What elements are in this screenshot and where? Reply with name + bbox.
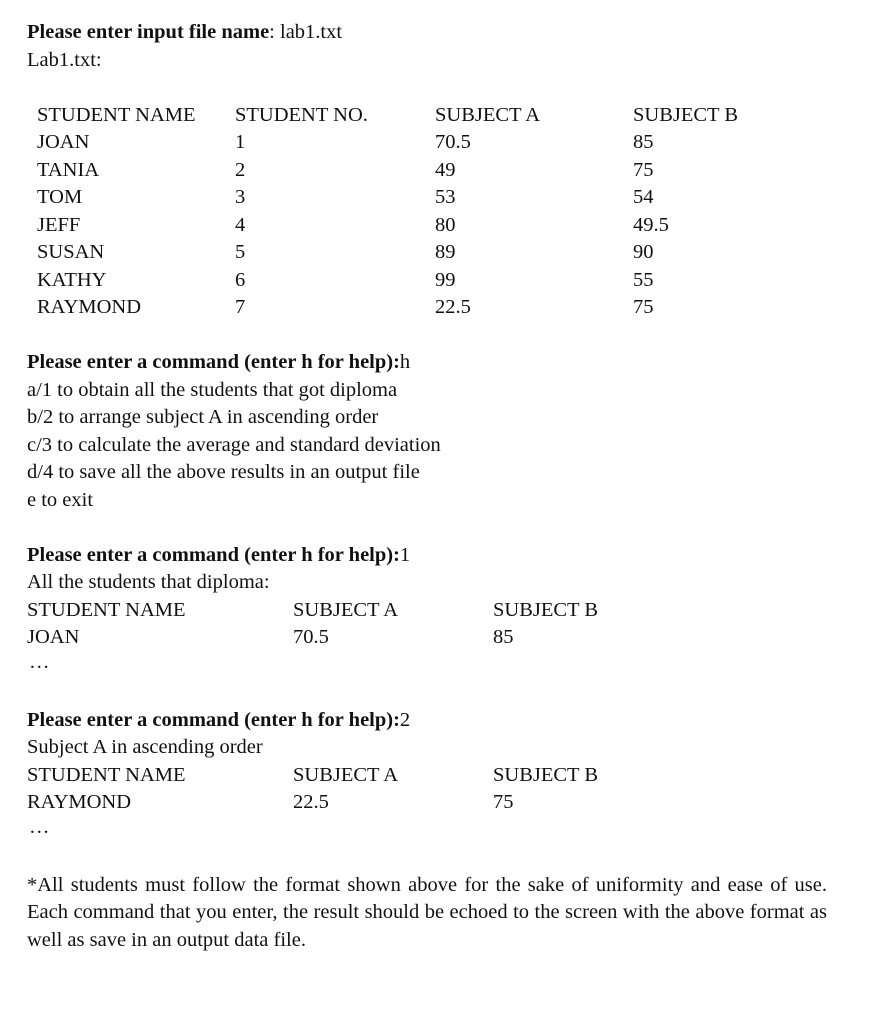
- input-filename-value: : lab1.txt: [269, 21, 343, 43]
- student-no-cell: 6: [235, 268, 246, 291]
- student-no-cell: 1: [235, 131, 246, 153]
- command1-name: JOAN: [27, 626, 80, 648]
- student-name-cell: SUSAN: [37, 241, 105, 263]
- command1-header-name: STUDENT NAME: [27, 598, 186, 621]
- help-prompt-line: [27, 349, 827, 377]
- subject-a-cell: 22.5: [435, 296, 471, 318]
- table-row: [37, 157, 783, 185]
- header-subject-a: SUBJECT A: [435, 103, 541, 126]
- help-line: c/3 to calculate the average and standard deviation: [27, 433, 441, 456]
- help-line: b/2 to arrange subject A in ascending order: [27, 406, 379, 428]
- subject-a-cell: 99: [435, 268, 456, 291]
- command2-header-row: [27, 762, 827, 790]
- student-no-cell: 2: [235, 158, 246, 181]
- table-row: [37, 294, 783, 322]
- student-no-cell: 5: [235, 241, 246, 263]
- command1-subject-b: 85: [493, 626, 514, 648]
- command2-caption: Subject A in ascending order: [27, 736, 263, 758]
- subject-b-cell: 75: [633, 158, 654, 181]
- header-student-name: STUDENT NAME: [37, 103, 196, 126]
- student-name-cell: TANIA: [37, 158, 100, 181]
- subject-a-cell: 49: [435, 158, 456, 181]
- command1-ellipsis: …: [29, 650, 50, 673]
- command2-input: 2: [399, 708, 411, 731]
- command2-header-subject-a: SUBJECT A: [293, 763, 399, 786]
- student-table: [37, 102, 783, 322]
- subject-b-cell: 90: [633, 241, 654, 263]
- command1-data-row: [27, 624, 827, 652]
- subject-b-cell: 75: [633, 296, 654, 318]
- student-no-cell: 4: [235, 213, 246, 236]
- file-heading: Lab1.txt:: [27, 48, 102, 71]
- student-name-cell: JEFF: [37, 213, 81, 236]
- header-subject-b: SUBJECT B: [633, 103, 739, 126]
- command2-subject-a: 22.5: [293, 791, 329, 813]
- student-no-cell: 3: [235, 186, 246, 208]
- help-prompt: Please enter a command (enter h for help):: [27, 351, 400, 373]
- command1-section: [27, 542, 827, 680]
- student-name-cell: JOAN: [37, 131, 90, 153]
- command2-prompt-line: [27, 707, 827, 735]
- student-name-cell: RAYMOND: [37, 296, 142, 318]
- student-name-cell: TOM: [37, 186, 83, 208]
- subject-a-cell: 70.5: [435, 131, 471, 153]
- table-row: [37, 184, 783, 212]
- subject-b-cell: 54: [633, 186, 654, 208]
- command1-input: 1: [399, 543, 411, 566]
- input-filename-label: Please enter input file name: [27, 21, 270, 43]
- help-line: d/4 to save all the above results in an output file: [27, 461, 420, 483]
- footnote: *All students must follow the format shown above for the sake of uniformity and ease of use. Each command that you enter, the result should be echoed to the screen with the above format as well as save in an output data file.: [27, 873, 827, 951]
- student-no-cell: 7: [235, 296, 246, 318]
- command2-name: RAYMOND: [27, 791, 132, 813]
- help-input: h: [399, 351, 411, 373]
- subject-a-cell: 53: [435, 186, 456, 208]
- command1-caption: All the students that diploma:: [27, 571, 270, 593]
- table-row: [37, 129, 783, 157]
- subject-a-cell: 80: [435, 213, 456, 236]
- table-row: [37, 212, 783, 240]
- subject-a-cell: 89: [435, 241, 456, 263]
- command1-prompt-line: [27, 542, 827, 570]
- student-name-cell: KATHY: [37, 268, 107, 291]
- header-student-no: STUDENT NO.: [235, 103, 368, 126]
- command2-header-subject-b: SUBJECT B: [493, 763, 599, 786]
- command1-header-subject-a: SUBJECT A: [293, 598, 399, 621]
- command2-ellipsis: …: [29, 815, 50, 838]
- command1-header-subject-b: SUBJECT B: [493, 598, 599, 621]
- help-line: a/1 to obtain all the students that got diploma: [27, 378, 398, 401]
- help-line: e to exit: [27, 488, 94, 511]
- command2-header-name: STUDENT NAME: [27, 763, 186, 786]
- subject-b-cell: 85: [633, 131, 654, 153]
- command2-subject-b: 75: [493, 791, 514, 813]
- table-row: [37, 267, 783, 295]
- subject-b-cell: 49.5: [633, 213, 669, 236]
- subject-b-cell: 55: [633, 268, 654, 291]
- command1-prompt: Please enter a command (enter h for help):: [27, 543, 400, 566]
- document-page: [27, 19, 827, 954]
- table-row: [37, 239, 783, 267]
- command2-section: [27, 707, 827, 845]
- command2-data-row: [27, 789, 827, 817]
- student-table-header: [37, 102, 783, 130]
- input-filename-line: [27, 19, 827, 47]
- command1-subject-a: 70.5: [293, 626, 329, 648]
- help-section: [27, 349, 827, 514]
- command2-prompt: Please enter a command (enter h for help):: [27, 708, 400, 731]
- command1-header-row: [27, 597, 827, 625]
